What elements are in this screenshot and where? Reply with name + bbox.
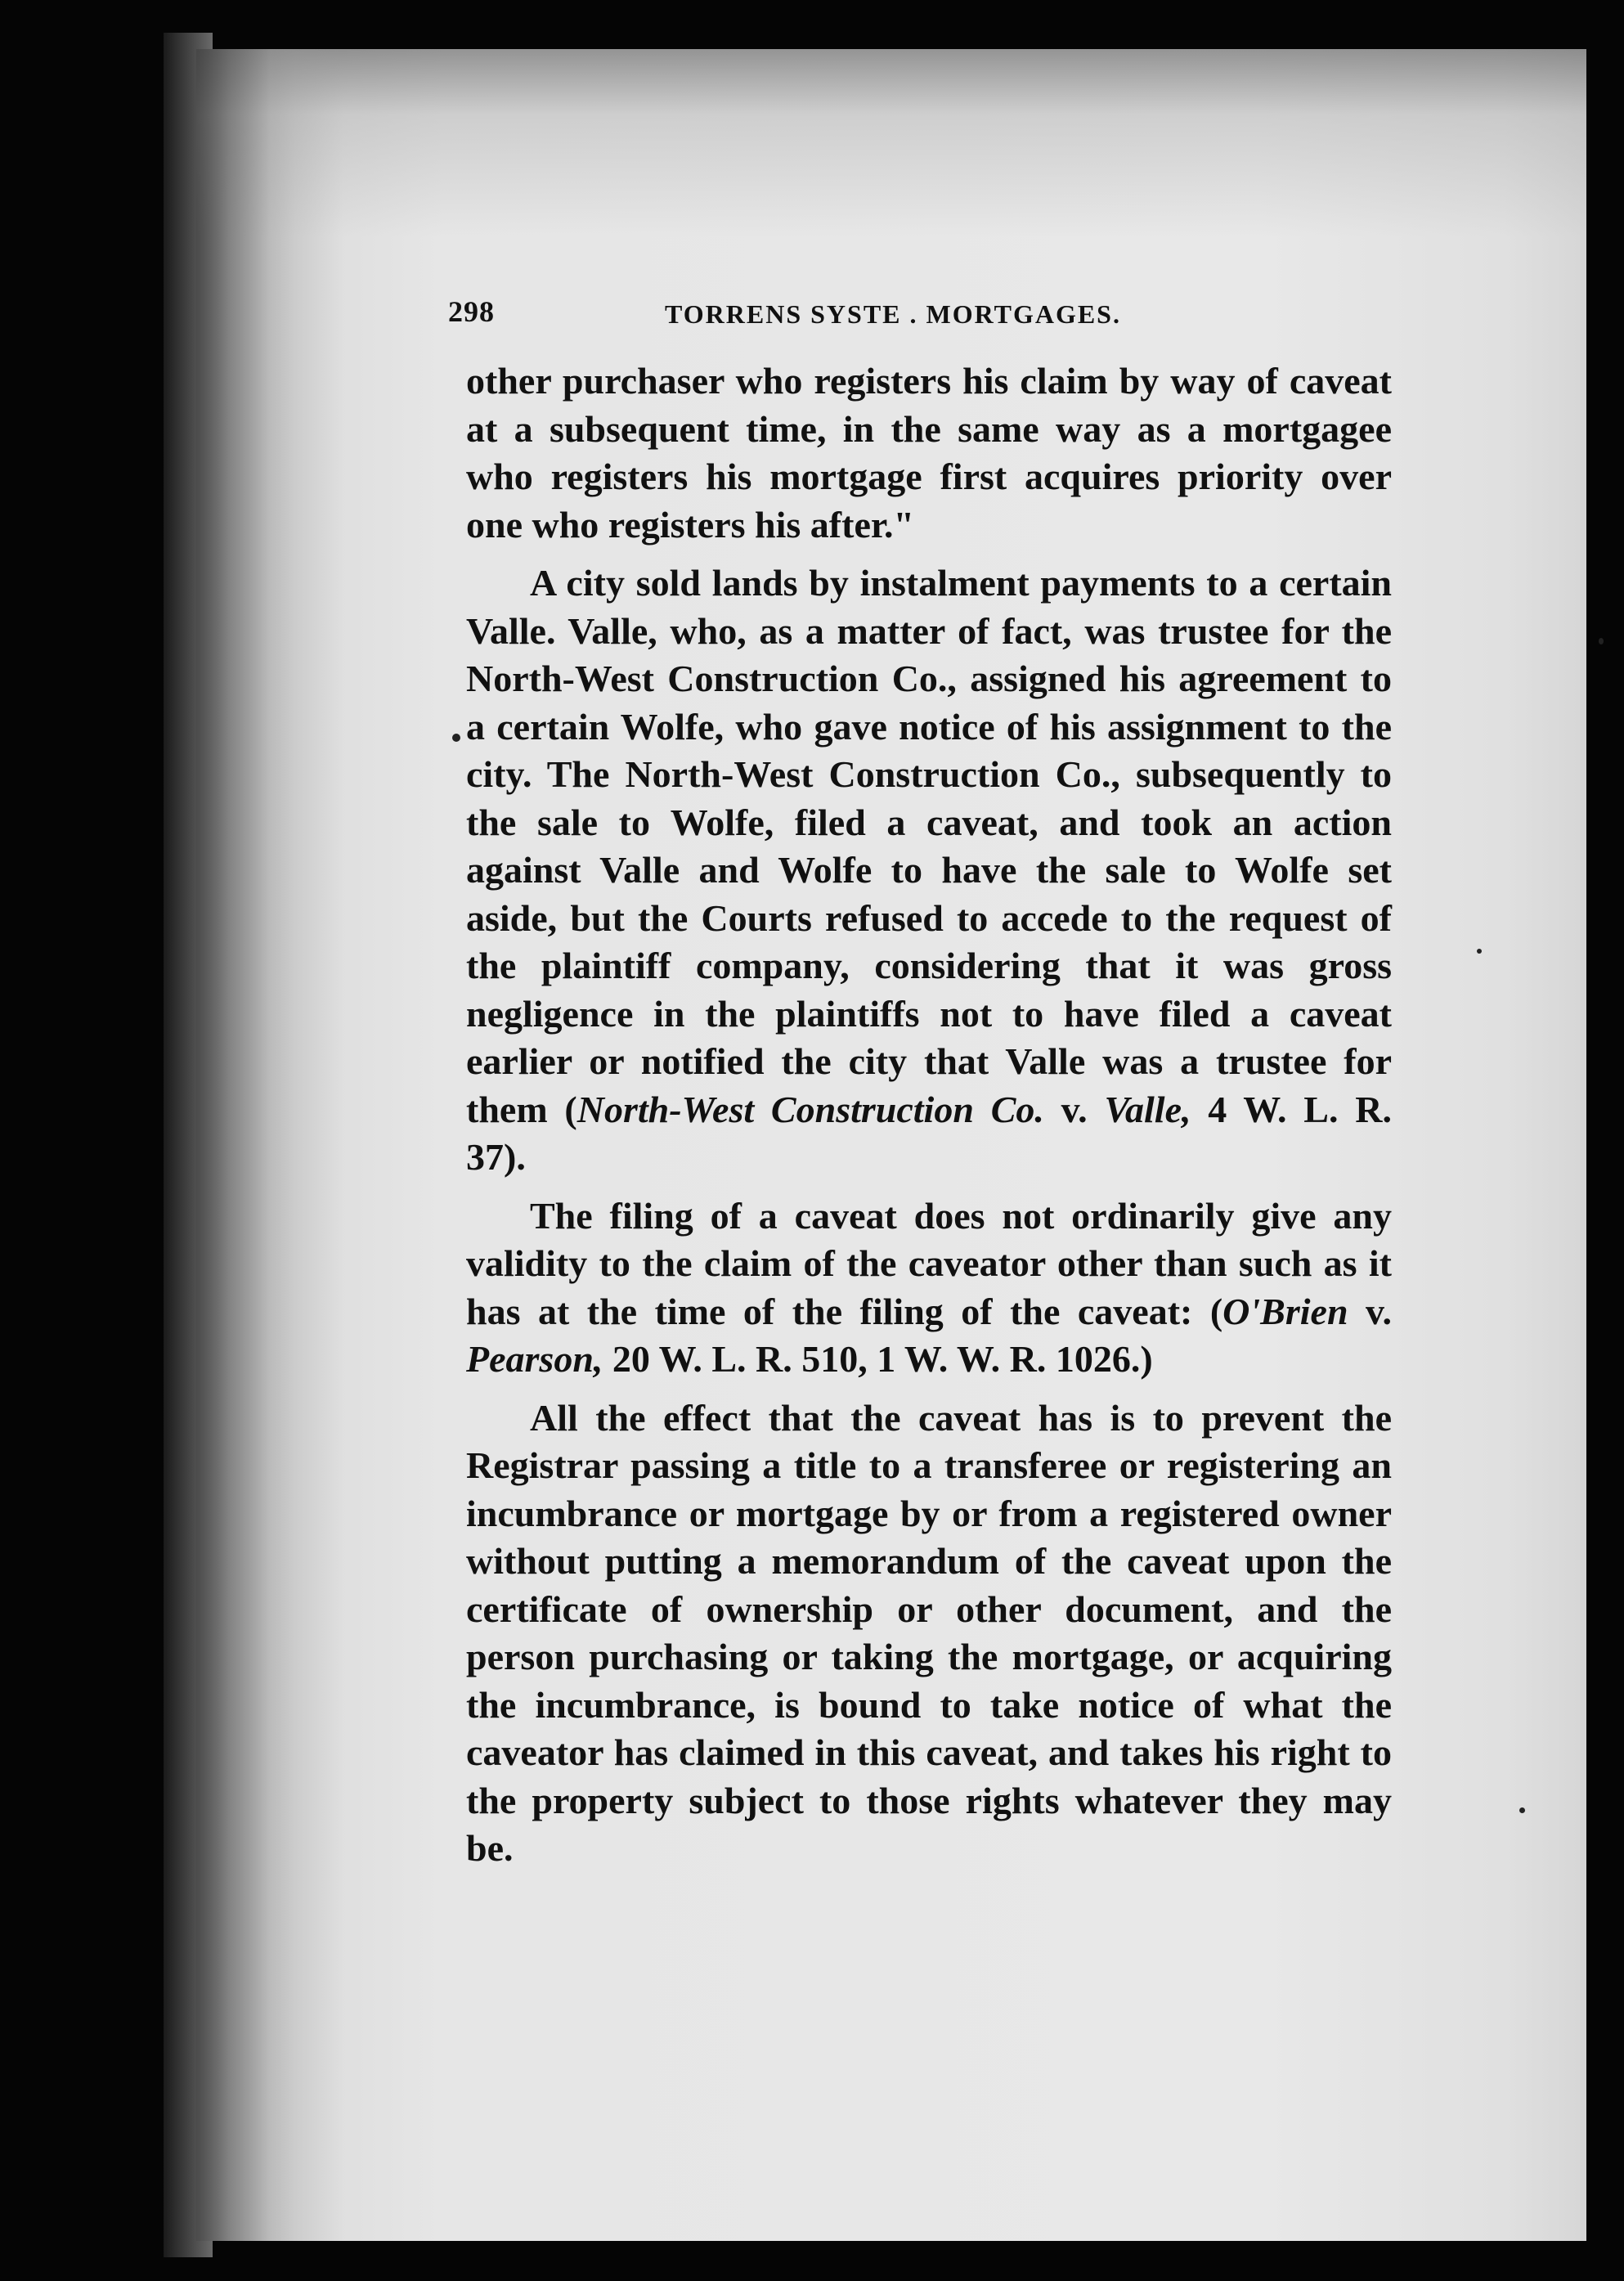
paragraph-text: The filing of a caveat does not ordinarily give any validity to the claim of the caveator other than such as it has at the time of the filing of the caveat: ( <box>466 1194 1392 1332</box>
page-header <box>448 294 1348 343</box>
paragraph-continuation <box>466 357 1392 549</box>
film-speck <box>1477 949 1482 954</box>
page-number: 298 <box>448 295 495 328</box>
versus: v. <box>1348 1290 1392 1332</box>
case-citation: 4 W. L. R. 37). <box>466 1088 1392 1178</box>
film-speck <box>452 734 460 742</box>
film-speck <box>1599 638 1604 644</box>
versus: v. <box>1043 1088 1105 1130</box>
paragraph-caveat-effect <box>466 1394 1392 1873</box>
case-name-plaintiff: North-West Construction Co. <box>576 1088 1044 1130</box>
paragraph-text: other purchaser who registers his claim by way of caveat at a subsequent time, in the same way as a mortgagee who registers his mortgage first acquires priority over one who registers his after." <box>466 360 1392 546</box>
case-name-defendant: Pearson, <box>466 1338 603 1380</box>
film-speck <box>1519 1807 1525 1813</box>
paragraph-text: All the effect that the caveat has is to prevent the Registrar passing a title to a transferee or registering an incumbrance or mortgage by or from a registered owner without putting a memorandum of the caveat upon the certificate of ownership or other document, and the person purchasing or taking the mortgage, or acquiring the incumbrance, is bound to take notice of what the caveator has claimed in this caveat, and takes his right to the property subject to those rights whatever they may be. <box>466 1396 1392 1869</box>
running-head: TORRENS SYSTE . MORTGAGES. <box>665 299 1121 329</box>
case-name-defendant: Valle, <box>1104 1088 1191 1130</box>
paragraph-text: A city sold lands by instalment payments to a certain Valle. Valle, who, as a matter of fact, was trustee for the North-West Construction Co., assigned his agreement to a certain Wolfe, who gave notice of his assignment to the city. The North-West Construction Co., subsequently to the sale to Wolfe, filed a caveat, and took an action against Valle and Wolfe to have the sale to Wolfe set aside, but the Courts refused to accede to the request of the plaintiff company, considering that it was gross negligence in the plaintiffs not to have filed a caveat earlier or notified the city that Valle was a trustee for them ( <box>466 562 1392 1130</box>
paragraph-valle-case <box>466 559 1392 1182</box>
page-body <box>466 357 1392 1884</box>
paragraph-obrien-case <box>466 1192 1392 1384</box>
case-name-plaintiff: O'Brien <box>1222 1290 1348 1332</box>
case-citation: 20 W. L. R. 510, 1 W. W. R. 1026.) <box>603 1338 1153 1380</box>
